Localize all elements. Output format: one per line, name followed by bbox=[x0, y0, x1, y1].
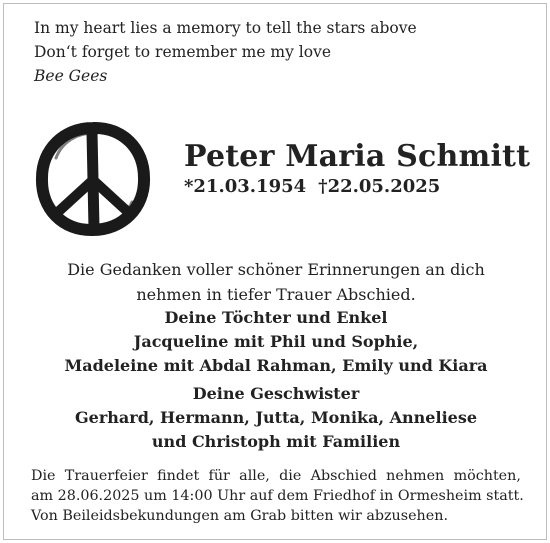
farewell-line-2: nehmen in tiefer Trauer Abschied. bbox=[136, 285, 416, 304]
quote-line-1: In my heart lies a memory to tell the stars above bbox=[34, 19, 417, 37]
quote-author: Bee Gees bbox=[34, 67, 108, 85]
notice-word: findet bbox=[157, 468, 200, 484]
notice-word: für bbox=[208, 468, 230, 484]
family-members-line-1: Gerhard, Hermann, Jutta, Monika, Anneliese bbox=[74, 408, 478, 427]
notice-word: Abschied bbox=[310, 468, 377, 484]
notice-word: alle, bbox=[239, 468, 270, 484]
farewell-line-1: Die Gedanken voller schöner Erinnerungen an dich bbox=[67, 260, 485, 279]
family-group-siblings bbox=[4, 382, 548, 454]
family-heading: Deine Geschwister bbox=[192, 384, 360, 403]
family-members-line-2: Madeleine mit Abdal Rahman, Emily und Kiara bbox=[64, 356, 488, 375]
farewell-text bbox=[4, 257, 548, 307]
quote-line-2: Don‘t forget to remember me my love bbox=[34, 43, 332, 61]
life-dates bbox=[184, 176, 440, 197]
family-heading: Deine Töchter und Enkel bbox=[164, 308, 388, 327]
family-members-line-2: und Christoph mit Familien bbox=[151, 432, 401, 451]
death-date: †22.05.2025 bbox=[318, 176, 441, 197]
funeral-notice-line-2: am 28.06.2025 um 14:00 Uhr auf dem Friedhof in Ormesheim statt. bbox=[31, 488, 524, 504]
notice-word: möchten, bbox=[453, 468, 521, 484]
family-members-line-1: Jacqueline mit Phil und Sophie, bbox=[133, 332, 419, 351]
notice-word: nehmen bbox=[386, 468, 445, 484]
notice-word: die bbox=[279, 468, 302, 484]
funeral-notice-line-1 bbox=[31, 466, 521, 486]
funeral-notice-line-3: Von Beileidsbekundungen am Grab bitten wir abzusehen. bbox=[31, 508, 448, 524]
family-group-children bbox=[4, 306, 548, 378]
peace-sign-icon bbox=[32, 118, 154, 240]
quote-block bbox=[34, 16, 417, 88]
deceased-name: Peter Maria Schmitt bbox=[184, 139, 531, 174]
obituary-card bbox=[3, 3, 547, 540]
notice-word: Trauerfeier bbox=[64, 468, 148, 484]
notice-word: Die bbox=[31, 468, 56, 484]
funeral-notice bbox=[31, 466, 524, 526]
birth-date: *21.03.1954 bbox=[184, 176, 307, 197]
